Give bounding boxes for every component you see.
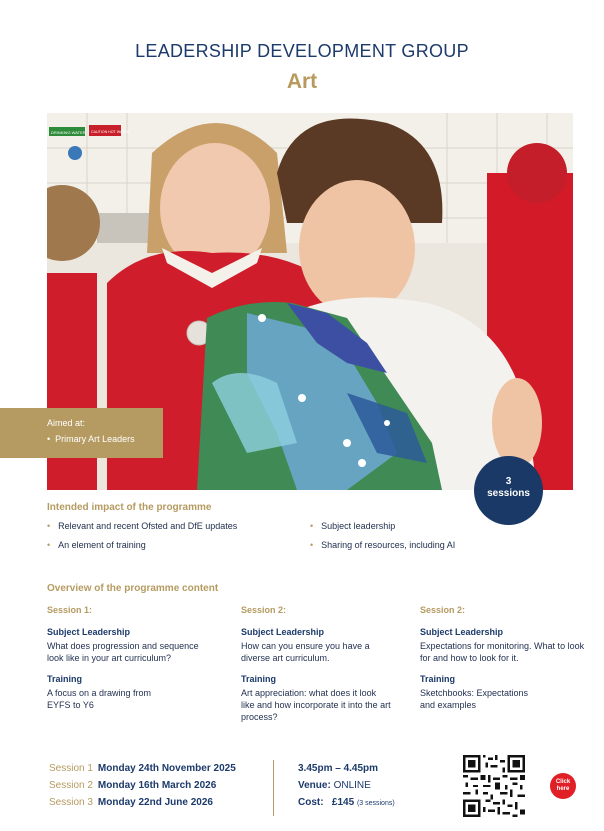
time: 3.45pm – 4.45pm [298,763,379,774]
impact-item [47,540,146,550]
divider [273,760,274,816]
training-heading: Training [420,674,456,684]
session-number: Session 1: [47,605,93,615]
venue-value: ONLINE [333,780,371,791]
cost-note: (3 sessions) [356,800,395,807]
session-number: Session 2: [241,605,287,615]
session-date-value: Monday 24th November 2025 [97,763,236,774]
session-date-row [49,760,236,777]
training-text: Art appreciation: what does it look like and how incorporate it into the art process? [241,688,391,722]
header-title: LEADERSHIP DEVELOPMENT GROUP [135,41,469,61]
training-text: A focus on a drawing from EYFS to Y6 [47,688,152,710]
bullet-icon: • [310,540,314,550]
subject-leadership-text: Expectations for monitoring. What to look for and how to look for it. [420,641,585,663]
aimed-at-label: Aimed at: [47,418,86,428]
subject-leadership-heading: Subject Leadership [241,627,325,637]
cost-label: Cost: [298,797,324,808]
aimed-at-box [0,408,163,458]
sign-right-text: CAUTION HOT WATER [91,130,130,134]
bullet-icon: • [310,521,314,531]
venue-label: Venue: [298,780,331,791]
session-date-label: Session 2 [49,780,93,791]
impact-item [310,540,455,550]
cost-row [298,794,395,812]
session-number: Session 2: [420,605,466,615]
session-column-1 [47,604,212,720]
sign-left-text: DRINKING WATER [51,130,86,135]
sessions-badge [474,456,543,525]
training-heading: Training [241,674,277,684]
impact-item [47,521,237,531]
training-text: Sketchbooks: Expectations and examples [420,688,529,710]
subject-leadership-heading: Subject Leadership [420,627,504,637]
impact-item-text: Sharing of resources, including AI [321,540,456,550]
sessions-badge-number: 3 [505,476,512,487]
impact-item-text: Relevant and recent Ofsted and DfE updates [58,521,238,531]
cost-value: £145 [331,797,355,808]
session-column-2 [241,604,391,732]
bullet-icon: • [47,521,51,531]
session-date-value: Monday 22nd June 2026 [97,797,213,808]
impact-item-text: An element of training [58,540,146,550]
header-subtitle: Art [286,70,318,93]
session-date-row [49,794,236,811]
overview-heading: Overview of the programme content [47,583,219,594]
bullet-icon: • [47,540,51,550]
click-here-button[interactable] [550,773,576,799]
sessions-badge-label: sessions [487,488,530,499]
session-date-label: Session 1 [49,763,93,774]
training-heading: Training [47,674,83,684]
venue-row [298,777,395,794]
impact-item-text: Subject leadership [321,521,396,531]
session-column-3 [420,604,585,720]
session-date-row [49,777,236,794]
aimed-at-item: • Primary Art Leaders [47,434,135,444]
impact-heading: Intended impact of the programme [47,502,212,513]
session-dates [49,760,236,811]
subject-leadership-text: What does progression and sequence look like in your art curriculum? [47,641,199,663]
impact-item [310,521,395,531]
click-here-label[interactable]: Click here [555,779,571,792]
session-date-label: Session 3 [49,797,93,808]
subject-leadership-text: How can you ensure you have a diverse art curriculum. [241,641,370,663]
qr-code-icon[interactable] [463,755,525,817]
subject-leadership-heading: Subject Leadership [47,627,131,637]
session-info [298,760,395,812]
session-date-value: Monday 16th March 2026 [97,780,217,791]
